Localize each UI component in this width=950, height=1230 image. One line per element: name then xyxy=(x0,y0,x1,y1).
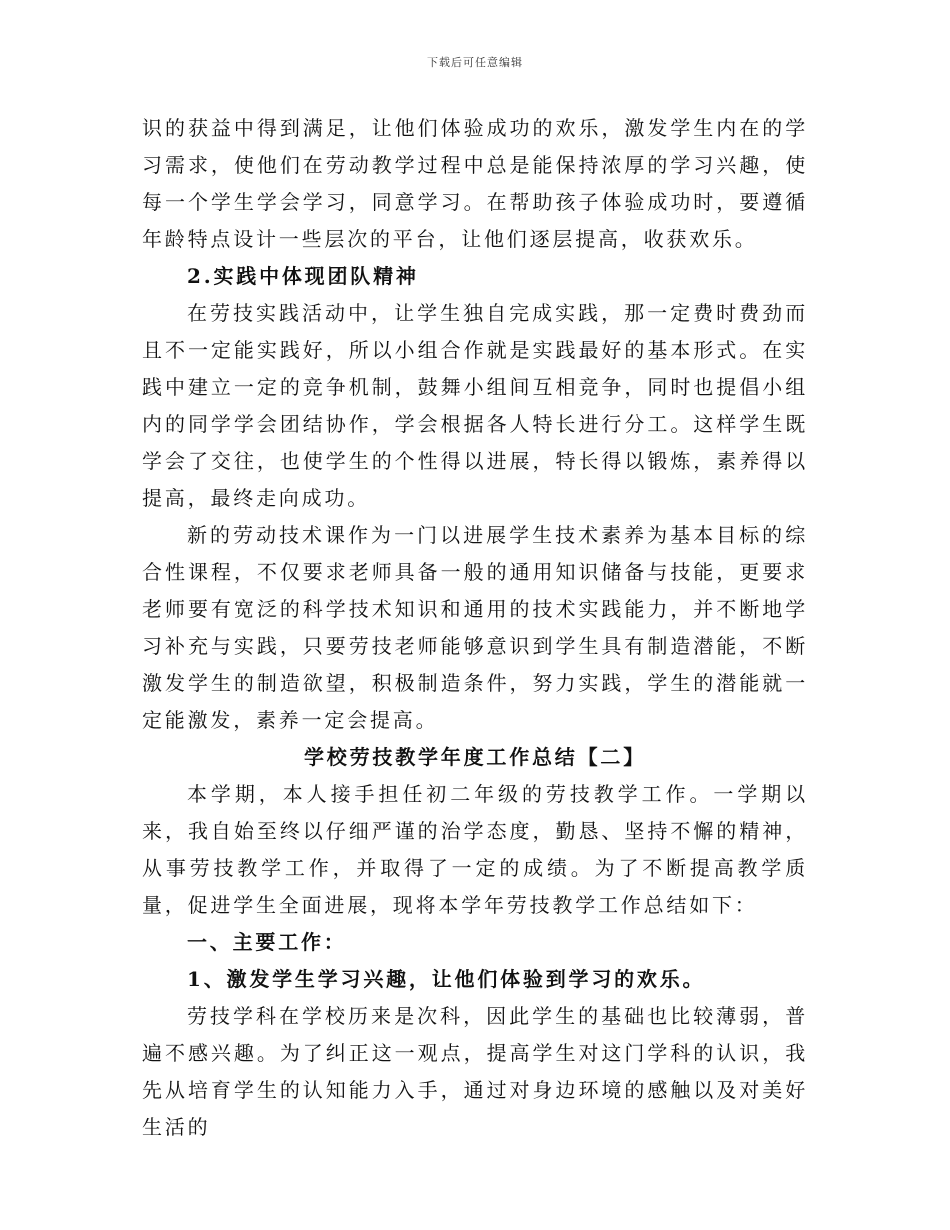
paragraph-curriculum: 新的劳动技术课作为一门以进展学生技术素养为基本目标的综合性课程，不仅要求老师具备一般的通用知识储备与技能，更要求老师要有宽泛的科学技术知识和通用的技术实践能力，并不断地学习补充与实践，只要劳技老师能够意识到学生具有制造潜能，不断激发学生的制造欲望，积极制造条件，努力实践，学生的潜能就一定能激发，素养一定会提高。 xyxy=(142,523,808,732)
document-title-part-two: 学校劳技教学年度工作总结【二】 xyxy=(304,745,646,769)
section-heading-teamwork: 2.实践中体现团队精神 xyxy=(187,264,419,288)
paragraph-intro: 本学期，本人接手担任初二年级的劳技教学工作。一学期以来，我自始至终以仔细严谨的治学态度，勤恳、坚持不懈的精神，从事劳技教学工作，并取得了一定的成绩。为了不断提高教学质量，促进学生全面进展，现将本学年劳技教学工作总结如下： xyxy=(142,782,808,917)
paragraph-continued: 识的获益中得到满足，让他们体验成功的欢乐，激发学生内在的学习需求，使他们在劳动教学过程中总是能保持浓厚的学习兴趣，使每一个学生学会学习，同意学习。在帮助孩子体验成功时，要遵循年龄特点设计一些层次的平台，让他们逐层提高，收获欢乐。 xyxy=(142,116,808,251)
subsection-heading-interest: 1、激发学生学习兴趣，让他们体验到学习的欢乐。 xyxy=(187,967,706,991)
paragraph-interest: 劳技学科在学校历来是次科，因此学生的基础也比较薄弱，普遍不感兴趣。为了纠正这一观点，提高学生对这门学科的认识，我先从培育学生的认知能力入手，通过对身边环境的感触以及对美好生活的 xyxy=(142,1004,808,1139)
paragraph-teamwork: 在劳技实践活动中，让学生独自完成实践，那一定费时费劲而且不一定能实践好，所以小组合作就是实践最好的基本形式。在实践中建立一定的竞争机制，鼓舞小组间互相竞争，同时也提倡小组内的同学学会团结协作，学会根据各人特长进行分工。这样学生既学会了交往，也使学生的个性得以进展，特长得以锻炼，素养得以提高，最终走向成功。 xyxy=(142,301,808,510)
section-heading-main-work: 一、主要工作： xyxy=(187,930,347,954)
page-header: 下载后可任意编辑 xyxy=(427,56,523,69)
document-body xyxy=(142,110,808,1146)
